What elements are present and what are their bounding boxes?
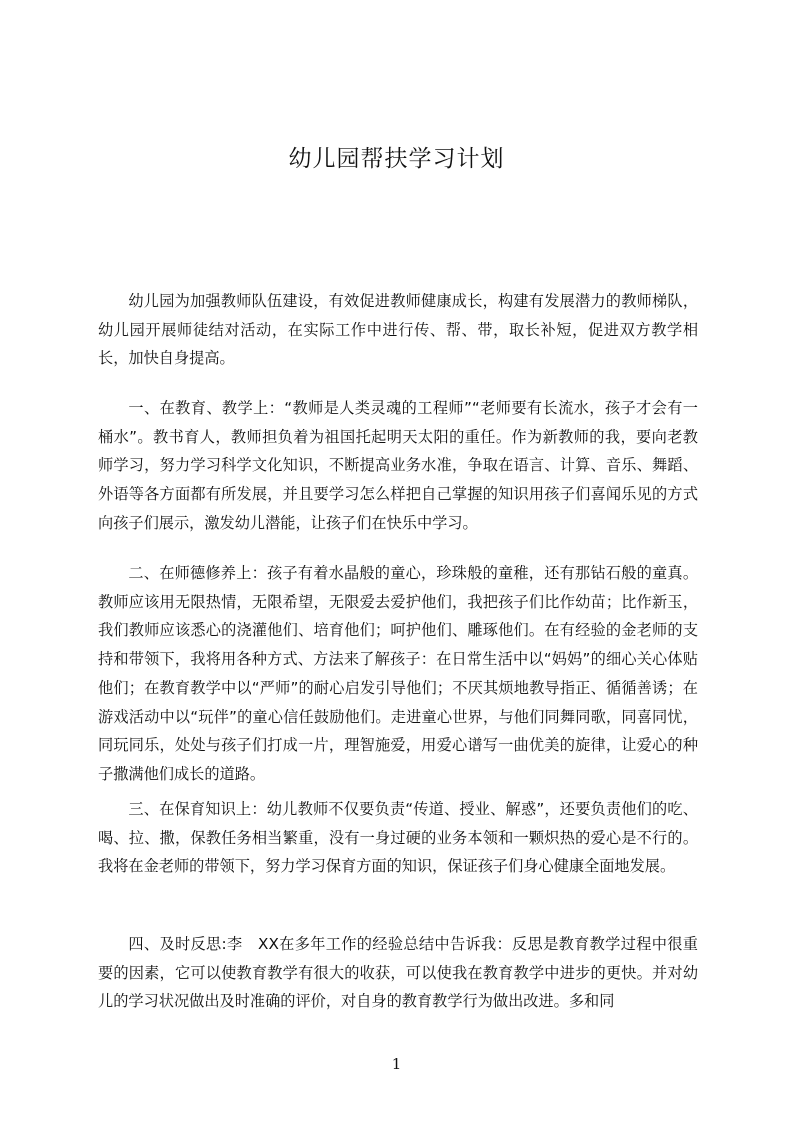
- document-title: 幼儿园帮扶学习计划: [288, 146, 505, 172]
- page-number: 1: [391, 1055, 402, 1073]
- paragraph-teaching: 一、在教育、教学上：“教师是人类灵魂的工程师”“老师要有长流水，孩子才会有一桶水”。教书育人，教师担负着为祖国托起明天太阳的重任。作为新教师的我，要向老教师学习，努力学习科学文化知识，不断提高业务水准，争取在语言、计算、音乐、舞蹈、外语等各方面都有所发展，并且要学习怎么样把自己掌握的知识用孩子们喜闻乐见的方式向孩子们展示，激发幼儿潜能，让孩子们在快乐中学习。: [98, 399, 698, 532]
- paragraph-ethics: 二、在师德修养上：孩子有着水晶般的童心，珍珠般的童稚，还有那钻石般的童真。教师应该用无限热情，无限希望，无限爱去爱护他们，我把孩子们比作幼苗；比作新玉，我们教师应该悉心的浇灌他们、培育他们；呵护他们、雕琢他们。在有经验的金老师的支持和带领下，我将用各种方式、方法来了解孩子：在日常生活中以“妈妈”的细心关心体贴他们；在教育教学中以“严师”的耐心启发引导他们；不厌其烦地教导指正、循循善诱；在游戏活动中以“玩伴”的童心信任鼓励他们。走进童心世界，与他们同舞同歌，同喜同忧，同玩同乐，处处与孩子们打成一片，理智施爱，用爱心谱写一曲优美的旋律，让爱心的种子撒满他们成长的道路。: [98, 564, 698, 783]
- paragraph-intro: 幼儿园为加强教师队伍建设，有效促进教师健康成长，构建有发展潜力的教师梯队，幼儿园开展师徒结对活动，在实际工作中进行传、帮、带，取长补短，促进双方教学相长，加快自身提高。: [98, 292, 698, 368]
- paragraph-childcare: 三、在保育知识上：幼儿教师不仅要负责“传道、授业、解惑”，还要负责他们的吃、喝、拉、撒，保教任务相当繁重，没有一身过硬的业务本领和一颗炽热的爱心是不行的。我将在金老师的带领下，努力学习保育方面的知识，保证孩子们身心健康全面地发展。: [98, 800, 698, 876]
- paragraph-reflection: 四、及时反思:李 XX在多年工作的经验总结中告诉我：反思是教育教学过程中很重要的因素，它可以使教育教学有很大的收获，可以使我在教育教学中进步的更快。并对幼儿的学习状况做出及时准确的评价，对自身的教育教学行为做出改进。多和同: [98, 935, 698, 1010]
